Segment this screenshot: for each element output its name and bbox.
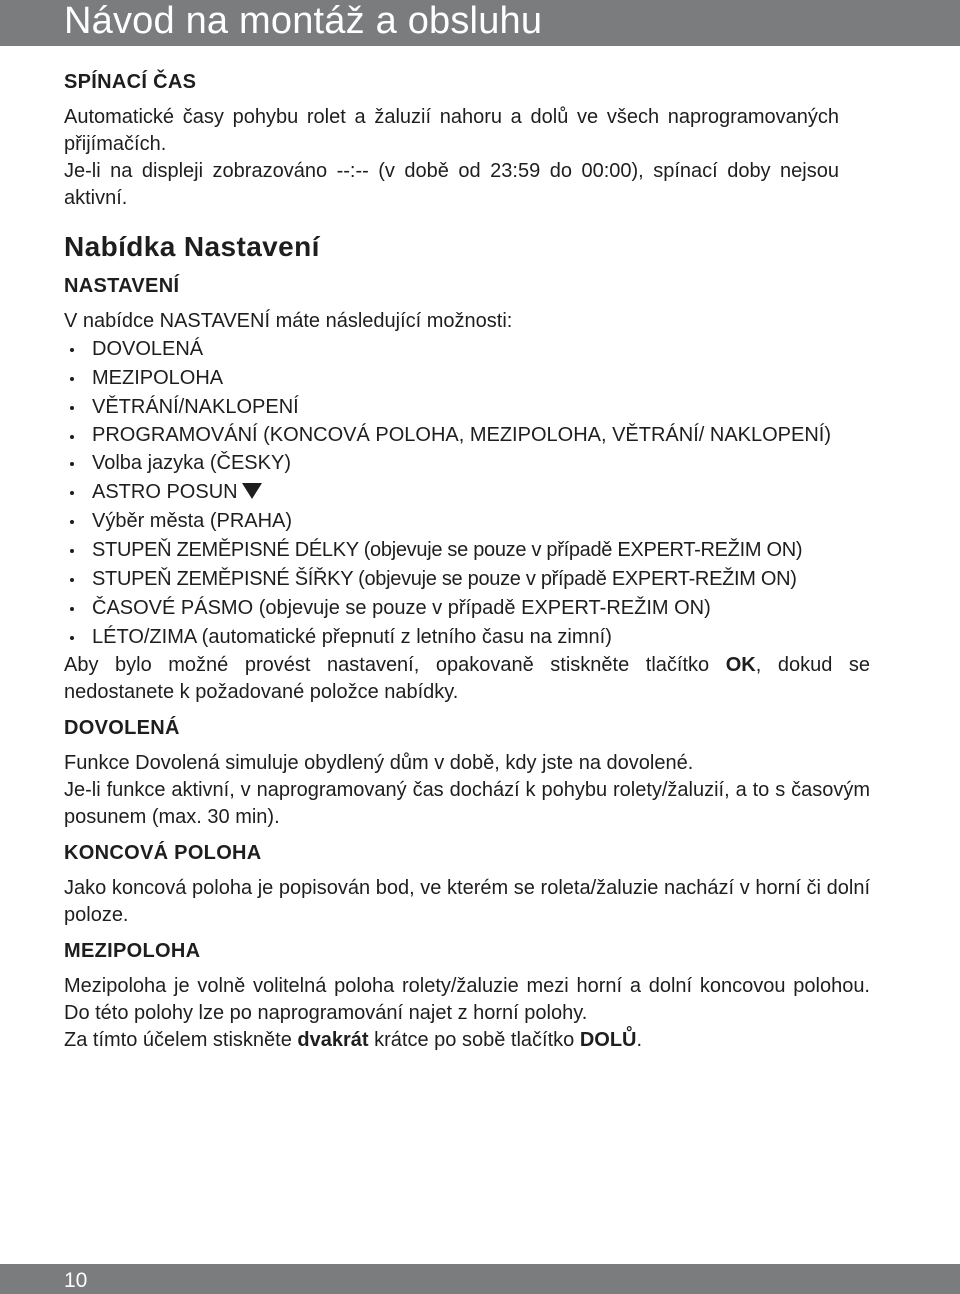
list-item: MEZIPOLOHA (64, 364, 870, 393)
triangle-down-icon (242, 483, 262, 499)
bullet-icon (70, 491, 74, 495)
nastaveni-outro: Aby bylo možné provést nastavení, opakovaně stiskněte tlačítko OK, dokud se nedostanete k požadované položce nabídky. (64, 654, 870, 703)
bullet-icon (70, 435, 74, 439)
page-number: 10 (64, 1269, 88, 1292)
page-title: Návod na montáž a obsluhu (64, 0, 543, 42)
list-item: ČASOVÉ PÁSMO (objevuje se pouze v případě EXPERT-REŽIM ON) (64, 594, 870, 623)
spinaci-cas-text1: Automatické časy pohybu rolet a žaluzií nahoru a dolů ve všech naprogramovaných přijímačích. (64, 106, 839, 155)
content (64, 68, 870, 1054)
dolu-key-label: DOLŮ (579, 1029, 637, 1051)
bullet-icon (70, 549, 74, 553)
section-heading-spinaci-cas: SPÍNACÍ ČAS (64, 71, 197, 93)
ok-key-label: OK (725, 654, 756, 676)
section-heading-nastaveni: NASTAVENÍ (64, 275, 180, 297)
bullet-icon (70, 636, 74, 640)
list-item: DOVOLENÁ (64, 335, 870, 364)
bullet-icon (70, 406, 74, 410)
section-heading-mezipoloha: MEZIPOLOHA (64, 940, 201, 962)
dovolena-text2: Je-li funkce aktivní, v naprogramovaný čas dochází k pohybu rolety/žaluzií, a to s časovým posunem (max. 30 min). (64, 779, 870, 828)
bullet-icon (70, 520, 74, 524)
mezipoloha-text2: Za tímto účelem stiskněte dvakrát krátce po sobě tlačítko DOLŮ. (64, 1029, 643, 1051)
bullet-icon (70, 348, 74, 352)
dvakrat-label: dvakrát (297, 1029, 369, 1051)
section-heading-koncova-poloha: KONCOVÁ POLOHA (64, 842, 262, 864)
list-item: VĚTRÁNÍ/NAKLOPENÍ (64, 393, 870, 422)
bullet-icon (70, 607, 74, 611)
list-item: Volba jazyka (ČESKY) (64, 449, 870, 478)
bullet-icon (70, 462, 74, 466)
footer-bar (0, 1264, 960, 1294)
list-item: ASTRO POSUN (64, 478, 870, 507)
list-item: Výběr města (PRAHA) (64, 507, 870, 536)
bullet-icon (70, 377, 74, 381)
bullet-icon (70, 578, 74, 582)
nastaveni-options-list (64, 335, 870, 652)
spinaci-cas-text2: Je-li na displeji zobrazováno --:-- (v době od 23:59 do 00:00), spínací doby nejsou aktivní. (64, 160, 839, 209)
section-heading-dovolena: DOVOLENÁ (64, 717, 180, 739)
list-item: STUPEŇ ZEMĚPISNÉ ŠÍŘKY (objevuje se pouze v případě EXPERT-REŽIM ON) (64, 565, 870, 594)
koncova-poloha-text: Jako koncová poloha je popisován bod, ve kterém se roleta/žaluzie nachází v horní či dolní poloze. (64, 877, 870, 926)
section-title-nabidka: Nabídka Nastavení (64, 231, 320, 262)
list-item: LÉTO/ZIMA (automatické přepnutí z letního času na zimní) (64, 623, 870, 652)
mezipoloha-text1: Mezipoloha je volně volitelná poloha rolety/žaluzie mezi horní a dolní koncovou polohou. Do této polohy lze po naprogramování najet z horní polohy. (64, 975, 870, 1024)
list-item: STUPEŇ ZEMĚPISNÉ DÉLKY (objevuje se pouze v případě EXPERT-REŽIM ON) (64, 536, 870, 565)
dovolena-text1: Funkce Dovolená simuluje obydlený dům v době, kdy jste na dovolené. (64, 752, 694, 774)
nastaveni-intro: V nabídce NASTAVENÍ máte následující možnosti: (64, 310, 513, 332)
header-bar (0, 0, 960, 46)
list-item: PROGRAMOVÁNÍ (KONCOVÁ POLOHA, MEZIPOLOHA, VĚTRÁNÍ/ NAKLOPENÍ) (64, 422, 870, 449)
